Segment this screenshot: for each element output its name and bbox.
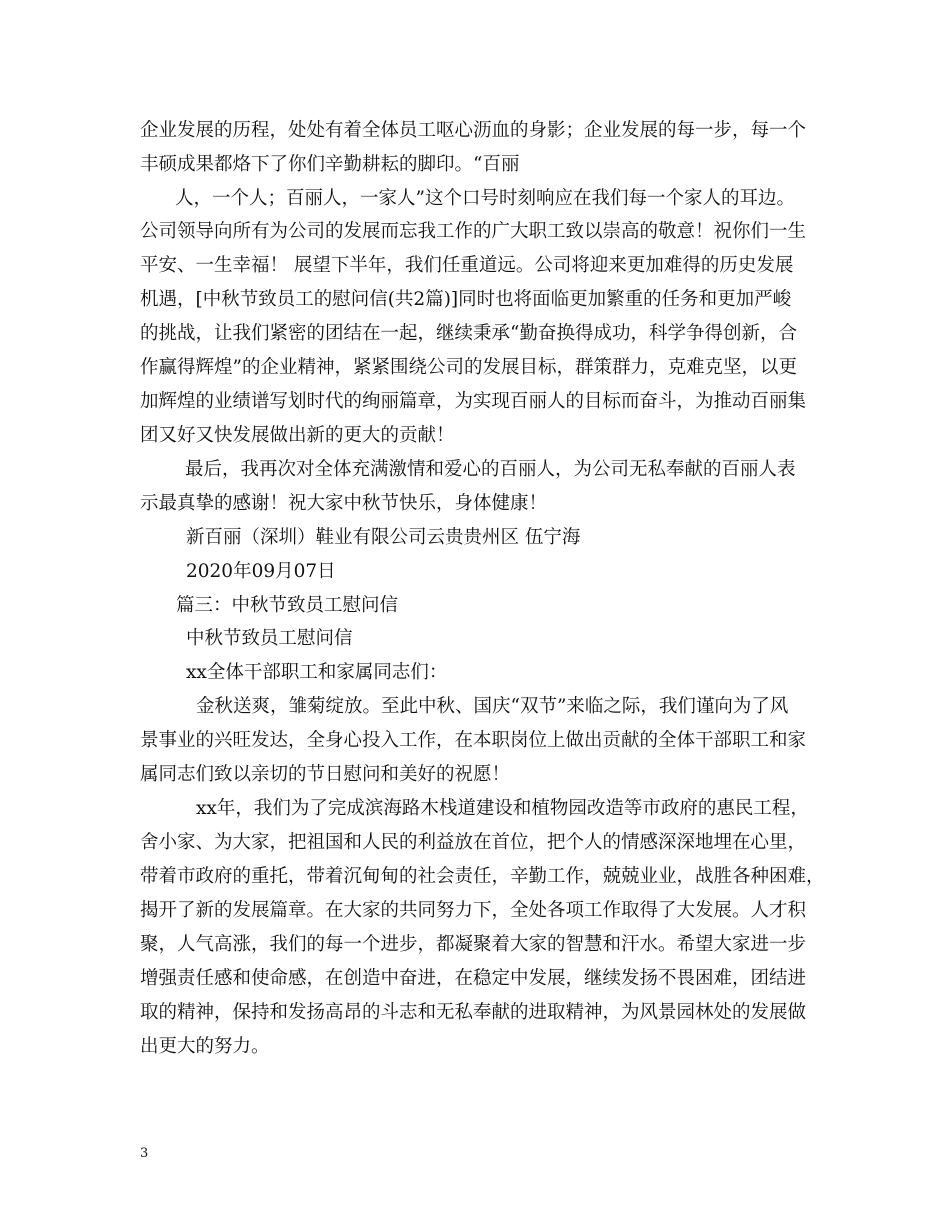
page-number: 3 — [140, 1146, 149, 1161]
body-line-27: 取的精神，保持和发扬高昂的斗志和无私奉献的进取精神，为风景园林处的发展做 — [140, 1002, 807, 1023]
body-line-24: 揭开了新的发展篇章。在大家的共同努力下，全处各项工作取得了大发展。人才积 — [140, 900, 807, 921]
letter-salutation: xx全体干部职工和家属同志们： — [186, 662, 448, 683]
body-line-3: 人，一个人；百丽人，一家人”这个口号时刻响应在我们每一个家人的耳边。 — [175, 188, 795, 209]
body-line-4: 公司领导向所有为公司的发展而忘我工作的广大职工致以崇高的敬意！祝你们一生 — [140, 221, 807, 242]
body-line-6: 机遇，[中秋节致员工的慰问信(共2篇)]同时也将面临更加繁重的任务和更加严峻 — [140, 289, 792, 310]
body-line-20: 属同志们致以亲切的节日慰问和美好的祝愿！ — [140, 764, 511, 785]
body-line-23: 带着市政府的重托，带着沉甸甸的社会责任，辛勤工作，兢兢业业，战胜各种困难， — [140, 866, 825, 887]
body-line-5: 平安、一生幸福！ 展望下半年，我们任重道远。公司将迎来更加难得的历史发展 — [140, 255, 794, 276]
signature-company: 新百丽（深圳）鞋业有限公司云贵贵州区 伍宁海 — [186, 527, 581, 548]
body-line-10: 团又好又快发展做出新的更大的贡献！ — [140, 425, 455, 446]
body-line-25: 聚，人气高涨，我们的每一个进步，都凝聚着大家的智慧和汗水。希望大家进一步 — [140, 934, 807, 955]
body-line-11: 最后，我再次对全体充满激情和爱心的百丽人，为公司无私奉献的百丽人表 — [185, 459, 796, 480]
body-line-1: 企业发展的历程，处处有着全体员工呕心沥血的身影；企业发展的每一步，每一个 — [140, 120, 807, 141]
body-line-7: 的挑战，让我们紧密的团结在一起，继续秉承“勤奋换得成功，科学争得创新，合 — [140, 323, 797, 344]
body-line-28: 出更大的努力。 — [140, 1036, 270, 1057]
body-line-26: 增强责任感和使命感，在创造中奋进，在稳定中发展，继续发扬不畏困难，团结进 — [140, 968, 807, 989]
letter-title: 中秋节致员工慰问信 — [186, 628, 353, 649]
body-line-2: 丰硕成果都烙下了你们辛勤耕耘的脚印。“百丽 — [140, 154, 520, 175]
body-line-8: 作赢得辉煌”的企业精神，紧紧围绕公司的发展目标，群策群力，克难克坚，以更 — [140, 357, 797, 378]
body-line-19: 景事业的兴旺发达，全身心投入工作，在本职岗位上做出贡献的全体干部职工和家 — [140, 730, 807, 751]
signature-date: 2020年09月07日 — [186, 561, 336, 582]
body-line-9: 加辉煌的业绩谱写划时代的绚丽篇章，为实现百丽人的目标而奋斗，为推动百丽集 — [140, 391, 807, 412]
section-heading: 篇三：中秋节致员工慰问信 — [176, 595, 399, 616]
body-line-21: xx年，我们为了完成滨海路木栈道建设和植物园改造等市政府的惠民工程， — [196, 798, 809, 819]
body-line-18: 金秋送爽，雏菊绽放。至此中秋、国庆“双节”来临之际，我们谨向为了风 — [196, 696, 789, 717]
body-line-12: 示最真挚的感谢！祝大家中秋节快乐，身体健康！ — [140, 493, 548, 514]
body-line-22: 舍小家、为大家，把祖国和人民的利益放在首位，把个人的情感深深地埋在心里， — [140, 832, 807, 853]
